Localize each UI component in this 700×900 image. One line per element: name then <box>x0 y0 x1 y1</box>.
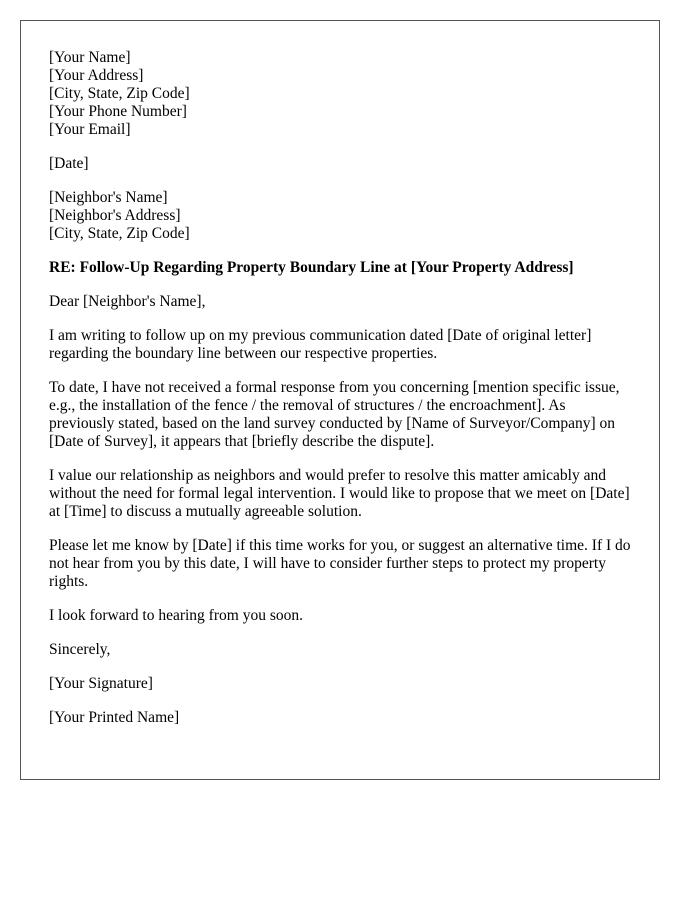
body-paragraph-5: I look forward to hearing from you soon. <box>49 607 303 624</box>
recipient-address: [Neighbor's Address] <box>49 207 181 224</box>
salutation: Dear [Neighbor's Name], <box>49 293 206 310</box>
sender-email: [Your Email] <box>49 121 131 138</box>
sender-city-state-zip: [City, State, Zip Code] <box>49 85 190 102</box>
body-paragraph-1: I am writing to follow up on my previous communication dated [Date of original letter] regarding the boundary line between our respective properties. <box>49 327 592 362</box>
subject-line: RE: Follow-Up Regarding Property Boundary Line at [Your Property Address] <box>49 259 574 276</box>
body-paragraph-2: To date, I have not received a formal response from you concerning [mention specific issue, e.g., the installation of the fence / the removal of structures / the encroachment]. As previously stated, based on the land survey conducted by [Name of Surveyor/Company] on [Date of Survey], it appears that [briefly describe the dispute]. <box>49 379 620 450</box>
recipient-block <box>49 189 631 243</box>
letter-date: [Date] <box>49 155 89 172</box>
sender-address: [Your Address] <box>49 67 144 84</box>
recipient-name: [Neighbor's Name] <box>49 189 168 206</box>
sender-name: [Your Name] <box>49 49 131 66</box>
closing: Sincerely, <box>49 641 111 658</box>
body-paragraph-4: Please let me know by [Date] if this time works for you, or suggest an alternative time. If I do not hear from you by this date, I will have to consider further steps to protect my property rights. <box>49 537 631 590</box>
sender-phone: [Your Phone Number] <box>49 103 187 120</box>
letter-body <box>49 49 631 727</box>
recipient-city-state-zip: [City, State, Zip Code] <box>49 225 190 242</box>
signature-placeholder: [Your Signature] <box>49 675 153 692</box>
printed-name: [Your Printed Name] <box>49 709 180 726</box>
letter-page <box>20 20 660 780</box>
date-block <box>49 155 631 173</box>
body-paragraph-3: I value our relationship as neighbors and would prefer to resolve this matter amicably and without the need for formal legal intervention. I would like to propose that we meet on [Date] at [Time] to discuss a mutually agreeable solution. <box>49 467 630 520</box>
sender-block <box>49 49 631 139</box>
